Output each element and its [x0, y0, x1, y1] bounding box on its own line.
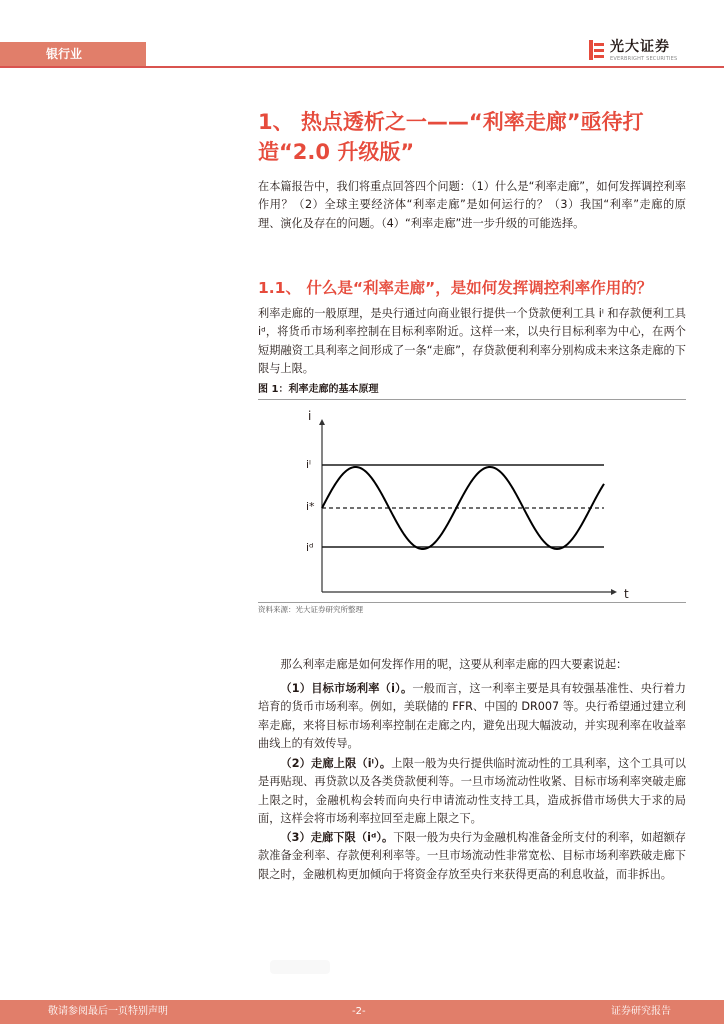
target-rate-text: 一般而言，这一利率主要是具有较强基准性、央行着力培育的货币市场利率。例如，美联储的 FFR、中国的 DR007 等。央行希望通过建立利率走廊，来将目标市场利率控制在走廊之内，避免出现大幅波动，并实现利率在收益率曲线上的有效传导。 [258, 682, 686, 751]
brand-name: 光大证券 [610, 39, 670, 55]
page-number: -2- [352, 1006, 366, 1017]
figure-title: 图 1：利率走廊的基本原理 [258, 384, 379, 395]
target-rate-paragraph [258, 680, 686, 754]
page-header [0, 0, 724, 78]
figure-bottom-rule [258, 602, 686, 603]
brand-logo [588, 38, 688, 64]
lower-limit-paragraph [258, 829, 686, 884]
heading-1-line-2: 造“2.0 升级版” [258, 140, 415, 164]
upper-limit-title: （2）走廊上限（iˡ）。 [280, 757, 392, 770]
heading-2: 1.1、 什么是“利率走廊”，是如何发挥调控利率作用的？ [258, 279, 653, 297]
lower-limit-text: 下限一般为央行为金融机构准备金所支付的利率，如超额存款准备金利率、存款便利利率等。一旦市场流动性非常宽松、目标市场利率跌破走廊下限之时，金融机构更加倾向于将资金存放至央行来获得更高的利息收益，而非拆出。 [258, 831, 686, 881]
figure-source: 资料来源：光大证券研究所整理 [258, 605, 363, 614]
elements-lead-paragraph: 那么利率走廊是如何发挥作用的呢，这要从利率走廊的四大要素说起： [280, 658, 628, 671]
interest-rate-corridor-chart [258, 400, 686, 600]
footer-report-type: 证券研究报告 [611, 1006, 671, 1017]
upper-limit-label: iˡ [306, 458, 311, 471]
heading-1 [258, 107, 686, 167]
watermark [270, 960, 330, 974]
heading-1-line-1: 1、 热点透析之一——“利率走廊”亟待打 [258, 110, 644, 134]
lower-limit-title: （3）走廊下限（iᵈ）。 [280, 831, 394, 844]
principle-paragraph: 利率走廊的一般原理，是央行通过向商业银行提供一个贷款便利工具 iˡ 和存款便利工具 iᵈ，将货币市场利率控制在目标利率附近。这样一来，以央行目标利率为中心，在两个短期融资工具利率之间形成了一条“走廊”，存贷款便利利率分别构成未来这条走廊的下限与上限。 [258, 307, 686, 376]
header-rule [0, 66, 724, 68]
page-footer [0, 1000, 724, 1024]
y-axis-label: i [308, 409, 312, 423]
upper-limit-paragraph [258, 755, 686, 829]
target-rate-label: i* [306, 500, 315, 513]
section-label: 银行业 [0, 42, 146, 66]
brand-logo-icon [588, 39, 606, 61]
footer-disclaimer: 敬请参阅最后一页特别声明 [48, 1006, 168, 1017]
intro-paragraph: 在本篇报告中，我们将重点回答四个问题：（1）什么是“利率走廊”，如何发挥调控利率作用？（2）全球主要经济体“利率走廊”是如何运行的？（3）我国“利率”走廊的原理、演化及存在的问题。（4）“利率走廊”进一步升级的可能选择。 [258, 180, 686, 230]
brand-subtitle: EVERBRIGHT SECURITIES [610, 56, 678, 62]
lower-limit-label: iᵈ [306, 541, 314, 554]
x-axis-label: t [624, 587, 629, 600]
upper-limit-text: 上限一般为央行提供临时流动性的工具利率，这个工具可以是再贴现、再贷款以及各类贷款便利等。一旦市场流动性收紧、目标市场利率突破走廊上限之时，金融机构会转而向央行申请流动性支持工具，造成拆借市场供大于求的局面，这样会将市场利率拉回至走廊上限之下。 [258, 757, 686, 826]
target-rate-title: （1）目标市场利率（i）。 [280, 682, 413, 695]
